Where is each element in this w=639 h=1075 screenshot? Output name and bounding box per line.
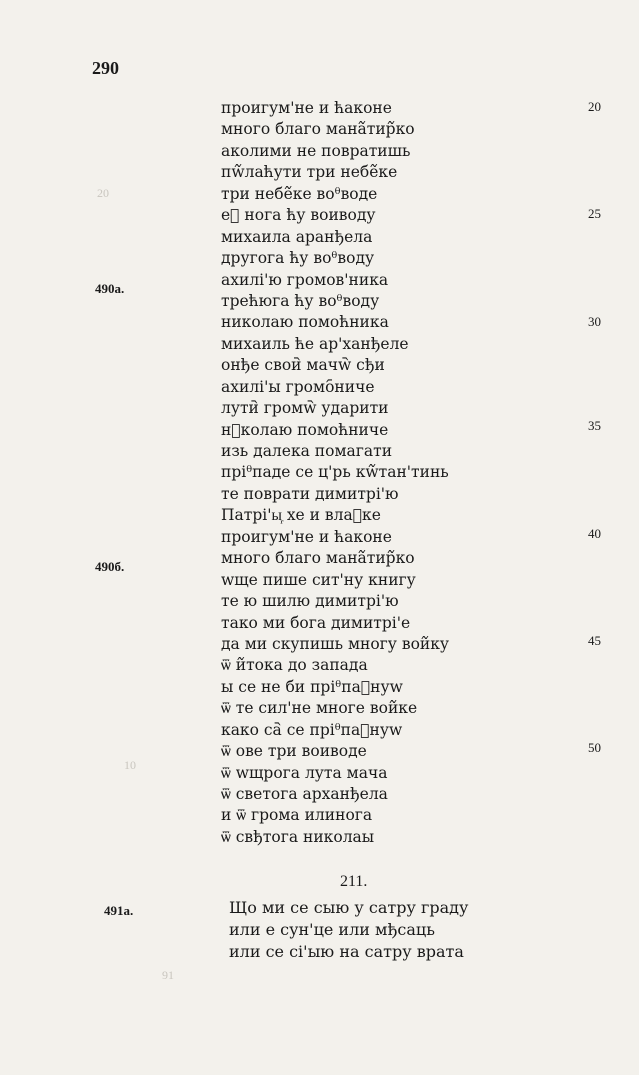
poem-line: Патрі'ы᷊ хе и влаᷟке <box>221 506 381 525</box>
poem-line: николаю помоћника <box>221 313 389 332</box>
line-number: 20 <box>588 99 601 114</box>
poem-line: михаила аранђела <box>221 227 373 246</box>
poem-line: н᷐колаю помоћниче <box>221 420 389 439</box>
poem-line: лути᷆ громw᷆ ударити <box>221 399 389 418</box>
manuscript-ref: 490а. <box>95 281 125 296</box>
poem-line: или се сі'ыю на сатру врата <box>229 942 464 961</box>
bleed-mark: 10 <box>124 758 136 772</box>
poem-line: ѿ те сил'не многе вои᷉ке <box>221 699 418 718</box>
poem-song-2 <box>229 897 468 963</box>
line-number: 25 <box>588 206 601 221</box>
poem-line: ѿ светога арханђела <box>221 785 388 803</box>
line-number: 30 <box>588 314 601 329</box>
manuscript-ref: 490б. <box>95 559 125 574</box>
poem-line: ахилі'ы громо᷇ниче <box>221 377 375 396</box>
line-number: 35 <box>588 418 601 433</box>
poem-line: Що ми се сыю у сатру граду <box>229 898 469 917</box>
line-number: 40 <box>588 526 601 541</box>
poem-line: wще пише сит'ну книгу <box>221 570 416 589</box>
poem-line: тако ми бога димитрі'е <box>221 613 411 632</box>
poem-line: пw᷉лаћути три небе᷉ке <box>221 163 398 182</box>
poem-line: како са᷆ се пріᶿпаᷞнуw <box>221 720 403 739</box>
poem-line: много благо мана᷉тир᷉ко <box>221 120 415 139</box>
poem-line: ѿ wщрога лута мача <box>221 763 388 782</box>
poem-line: ѿ свђтога николаы <box>221 827 375 846</box>
poem-line: ы се не би пріᶿпаᷞнуw <box>221 677 403 696</box>
poem-song-1 <box>221 98 521 848</box>
poem-line: те поврати димитрі'ю <box>221 484 399 503</box>
poem-line: михаиль ће ар'ханђеле <box>221 334 409 353</box>
poem-line: другога ћу воᶿводу <box>221 249 375 268</box>
bleed-mark: 20 <box>97 186 109 200</box>
poem-line: проигум'не и ћаконе <box>221 527 392 546</box>
poem-line: проигум'не и ћаконе <box>221 99 392 117</box>
poem-line: те ю шилю димитрі'ю <box>221 592 399 611</box>
bleed-mark: 91 <box>162 968 174 982</box>
poem-line: ахилі'ю громов'ника <box>221 270 389 289</box>
poem-line: пріᶿпаде се ц'рь кw᷉тан'тинь <box>221 463 449 482</box>
poem-line: да ми скупишь многу вои᷉ку <box>221 634 450 653</box>
poem-line: еᷞ нога ћу воиводу <box>221 206 376 225</box>
poem-line: изь далека помагати <box>221 442 393 460</box>
song-number: 211. <box>340 873 368 890</box>
line-number: 45 <box>588 633 601 648</box>
line-number: 50 <box>588 740 601 755</box>
manuscript-ref: 491а. <box>104 903 134 918</box>
poem-line: ѿ и᷉тока до запада <box>221 656 368 675</box>
poem-line: аколими не повратишь <box>221 141 411 160</box>
poem-line: трећюга ћу воᶿводу <box>221 291 380 310</box>
poem-line: три небе᷉ке воᶿводе <box>221 184 378 203</box>
poem-line: онђе свои᷆ мачw᷆ сђи <box>221 356 385 375</box>
page-number: 290 <box>92 58 119 78</box>
poem-line: и ѿ грома илинога <box>221 806 373 825</box>
poem-line: много благо мана᷉тир᷉ко <box>221 549 415 568</box>
poem-line: ѿ ове три воиводе <box>221 742 367 761</box>
poem-line: или е сун'це или мђсаць <box>229 920 435 939</box>
